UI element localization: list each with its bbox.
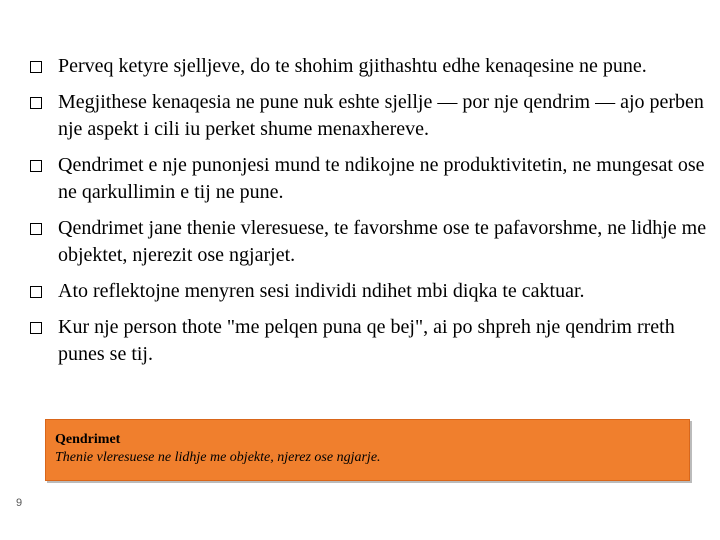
bullet-item xyxy=(30,152,710,206)
definition-callout xyxy=(45,419,690,481)
square-bullet-icon xyxy=(30,97,42,109)
callout-title: Qendrimet xyxy=(55,432,121,447)
bullet-text: Kur nje person thote "me pelqen puna qe bej", ai po shpreh nje qendrim rreth punes se tij. xyxy=(58,316,675,365)
square-bullet-icon xyxy=(30,286,42,298)
bullet-text: Qendrimet jane thenie vleresuese, te favorshme ose te pafavorshme, ne lidhje me objektet, njerezit ose ngjarjet. xyxy=(58,217,707,266)
bullet-text: Megjithese kenaqesia ne pune nuk eshte sjellje — por nje qendrim — ajo perben nje aspekt i cili iu perket shume menaxhereve. xyxy=(58,91,704,140)
bullet-text: Ato reflektojne menyren sesi individi ndihet mbi diqka te caktuar. xyxy=(58,280,585,302)
bullet-text: Qendrimet e nje punonjesi mund te ndikojne ne produktivitetin, ne mungesat ose ne qarkullimin e tij ne pune. xyxy=(58,154,705,203)
page-number: 9 xyxy=(16,497,23,509)
bullet-item xyxy=(30,53,710,80)
bullet-list xyxy=(30,53,710,377)
bullet-item xyxy=(30,215,710,269)
square-bullet-icon xyxy=(30,322,42,334)
square-bullet-icon xyxy=(30,61,42,73)
bullet-item xyxy=(30,278,710,305)
bullet-item xyxy=(30,89,710,143)
bullet-text: Perveq ketyre sjelljeve, do te shohim gjithashtu edhe kenaqesine ne pune. xyxy=(58,55,647,77)
square-bullet-icon xyxy=(30,160,42,172)
callout-text: Thenie vleresuese ne lidhje me objekte, njerez ose ngjarje. xyxy=(55,450,381,465)
bullet-item xyxy=(30,314,710,368)
square-bullet-icon xyxy=(30,223,42,235)
